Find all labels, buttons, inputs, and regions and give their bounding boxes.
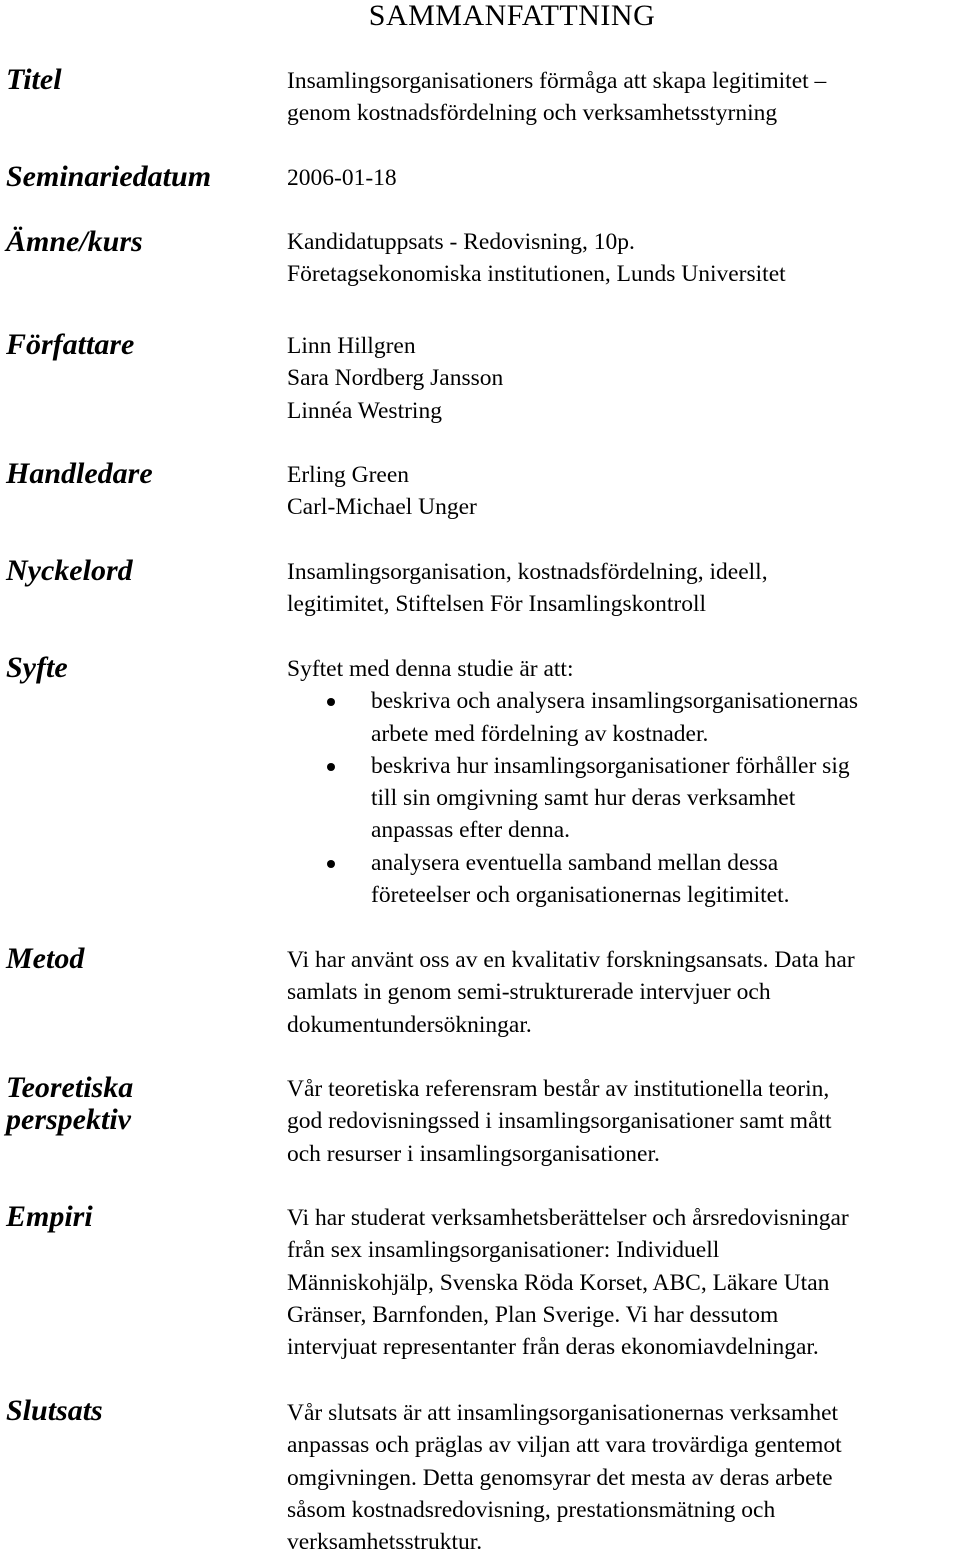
supervisor-name: Carl-Michael Unger <box>287 494 477 521</box>
value-metod <box>287 944 855 1041</box>
text-line: såsom kostnadsredovisning, prestationsmätning och <box>287 1496 776 1523</box>
page-title: SAMMANFATTNING <box>368 0 656 32</box>
label-metod: Metod <box>6 942 85 975</box>
label-forfattare: Författare <box>6 328 135 361</box>
text-line: Insamlingsorganisationers förmåga att skapa legitimitet – <box>287 68 827 94</box>
text-line: Insamlingsorganisation, kostnadsfördelning, ideell, <box>287 559 768 585</box>
text-line: intervjuat representanter från deras ekonomiavdelningar. <box>287 1334 819 1361</box>
syfte-intro: Syftet med denna studie är att: <box>287 656 574 682</box>
value-nyckelord <box>287 556 768 621</box>
value-teoretiska-perspektiv <box>287 1073 832 1170</box>
text-line: Kandidatuppsats - Redovisning, 10p. <box>287 229 635 255</box>
value-titel <box>287 65 826 130</box>
value-slutsats <box>287 1397 842 1558</box>
text-line: anpassas och präglas av viljan att vara trovärdiga gentemot <box>287 1432 842 1459</box>
text-line: omgivningen. Detta genomsyrar det mesta av deras arbete <box>287 1464 833 1491</box>
text-line: från sex insamlingsorganisationer: Individuell <box>287 1237 720 1264</box>
value-amne-kurs <box>287 226 786 291</box>
label-handledare: Handledare <box>6 457 153 490</box>
text-line: beskriva och analysera insamlingsorganisationernas <box>371 688 859 715</box>
value-forfattare <box>287 330 503 427</box>
value-handledare <box>287 459 477 524</box>
text-line: samlats in genom semi-strukturerade intervjuer och <box>287 979 771 1006</box>
text-line: beskriva hur insamlingsorganisationer förhåller sig <box>371 752 850 779</box>
text-line: Företagsekonomiska institutionen, Lunds Universitet <box>287 261 786 288</box>
text-line: genom kostnadsfördelning och verksamhetsstyrning <box>287 100 778 127</box>
text-line: analysera eventuella samband mellan dessa <box>371 849 779 876</box>
text-line: Människohjälp, Svenska Röda Korset, ABC, Läkare Utan <box>287 1269 830 1296</box>
text-line: Gränser, Barnfonden, Plan Sverige. Vi har dessutom <box>287 1301 779 1328</box>
text-line: Vi har använt oss av en kvalitativ forskningsansats. Data har <box>287 947 855 973</box>
text-line: legitimitet, Stiftelsen För Insamlingskontroll <box>287 591 707 618</box>
label-line: perspektiv <box>6 1103 131 1136</box>
label-empiri: Empiri <box>6 1200 93 1233</box>
list-item <box>287 685 858 750</box>
bullet-icon <box>327 698 335 706</box>
label-seminariedatum: Seminariedatum <box>6 160 212 193</box>
text-line: dokumentundersökningar. <box>287 1011 532 1038</box>
text-line: och resurser i insamlingsorganisationer. <box>287 1140 660 1167</box>
label-line: Teoretiska <box>6 1071 134 1104</box>
label-teoretiska-perspektiv <box>6 1072 133 1136</box>
text-line: Vår slutsats är att insamlingsorganisationernas verksamhet <box>287 1400 839 1426</box>
text-line: företeelser och organisationernas legitimitet. <box>371 882 790 909</box>
text-line: anpassas efter denna. <box>371 817 571 844</box>
label-titel: Titel <box>6 63 62 96</box>
list-item <box>287 847 858 912</box>
value-seminariedatum: 2006-01-18 <box>287 165 397 191</box>
author-name: Sara Nordberg Jansson <box>287 365 504 392</box>
author-name: Linnéa Westring <box>287 397 442 424</box>
value-syfte <box>287 653 858 911</box>
label-syfte: Syfte <box>6 651 68 684</box>
list-item <box>287 750 858 847</box>
label-amne-kurs: Ämne/kurs <box>6 225 143 258</box>
text-line: god redovisningssed i insamlingsorganisationer samt mått <box>287 1108 832 1135</box>
supervisor-name: Erling Green <box>287 462 410 488</box>
value-empiri <box>287 1202 849 1363</box>
text-line: verksamhetsstruktur. <box>287 1529 483 1556</box>
syfte-bullet-list <box>287 685 858 911</box>
bullet-icon <box>327 763 335 771</box>
author-name: Linn Hillgren <box>287 333 416 359</box>
bullet-icon <box>327 860 335 868</box>
text-line: till sin omgivning samt hur deras verksamhet <box>371 785 796 812</box>
text-line: arbete med fördelning av kostnader. <box>371 720 709 747</box>
text-line: Vår teoretiska referensram består av institutionella teorin, <box>287 1076 830 1102</box>
label-nyckelord: Nyckelord <box>6 554 133 587</box>
text-line: Vi har studerat verksamhetsberättelser och årsredovisningar <box>287 1205 849 1231</box>
label-slutsats: Slutsats <box>6 1394 103 1427</box>
